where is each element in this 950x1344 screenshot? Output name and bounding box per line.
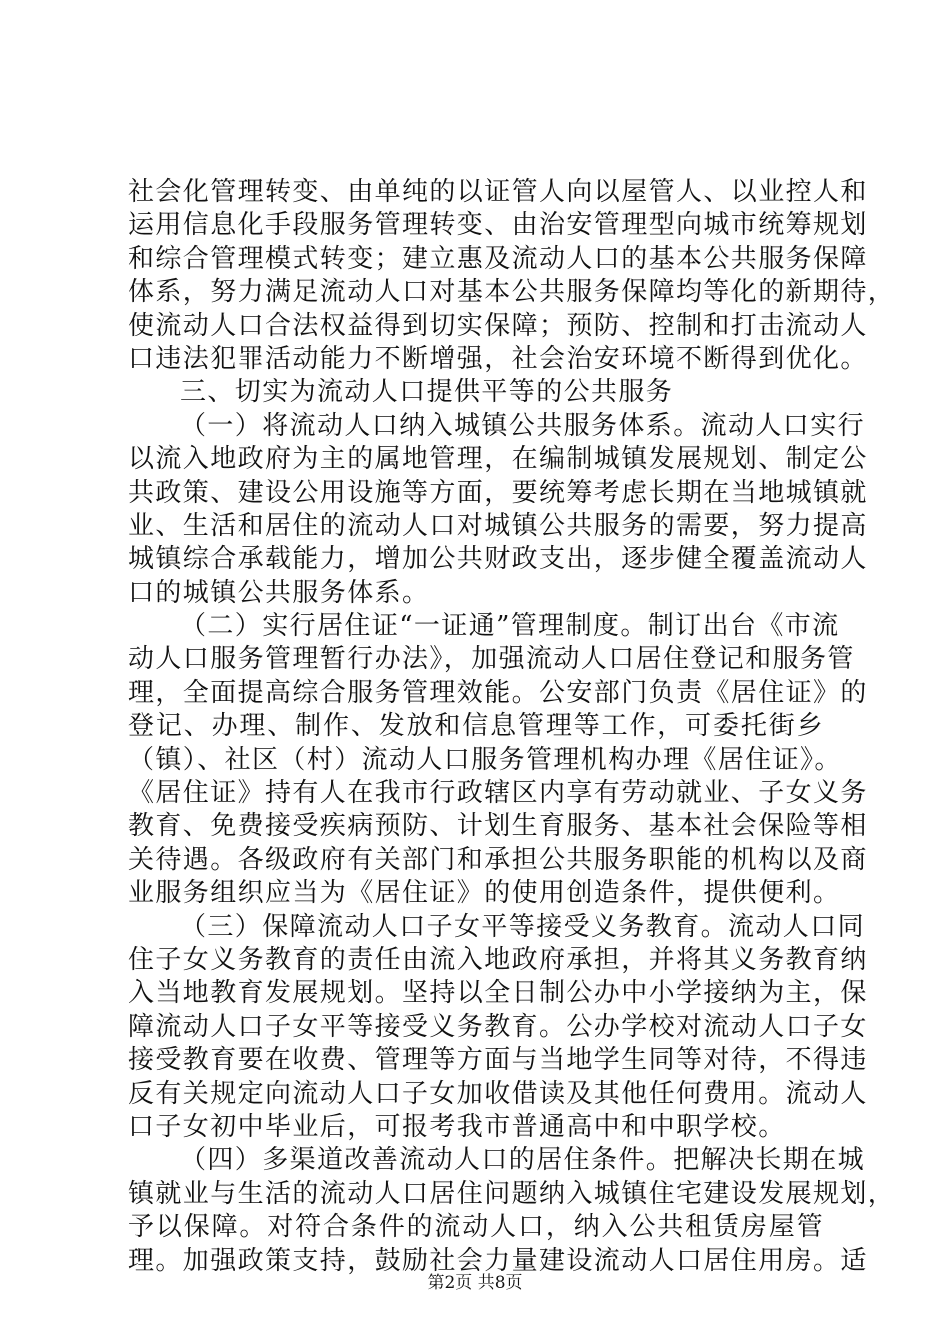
body-line: 运用信息化手段服务管理转变、由治安管理型向城市统筹规划 xyxy=(128,210,868,241)
body-line: 理。加强政策支持，鼓励社会力量建设流动人口居住用房。适 xyxy=(128,1245,868,1276)
body-line: 障流动人口子女平等接受义务教育。公办学校对流动人口子女 xyxy=(128,1011,868,1042)
section-heading: 三、切实为流动人口提供平等的公共服务 xyxy=(180,377,674,408)
paragraph-first-line: （二）实行居住证“一证通”管理制度。制订出台《市流 xyxy=(180,611,840,642)
body-line: 动人口服务管理暂行办法》，加强流动人口居住登记和服务管 xyxy=(128,644,855,675)
body-line: 体系，努力满足流动人口对基本公共服务保障均等化的新期待， xyxy=(128,277,896,308)
body-line: 业服务组织应当为《居住证》的使用创造条件，提供便利。 xyxy=(128,878,841,909)
body-line: 理，全面提高综合服务管理效能。公安部门负责《居住证》的 xyxy=(128,677,868,708)
page-number-footer: 第2页 共8页 xyxy=(427,1273,523,1293)
body-line: 住子女义务教育的责任由流入地政府承担，并将其义务教育纳 xyxy=(128,944,868,975)
body-line: 教育、免费接受疾病预防、计划生育服务、基本社会保险等相 xyxy=(128,811,868,842)
paragraph-first-line: （四）多渠道改善流动人口的居住条件。把解决长期在城 xyxy=(180,1145,866,1176)
body-line: 登记、办理、制作、发放和信息管理等工作，可委托街乡 xyxy=(128,711,824,742)
paragraph-first-line: （一）将流动人口纳入城镇公共服务体系。流动人口实行 xyxy=(180,410,866,441)
body-line: 镇就业与生活的流动人口居住问题纳入城镇住宅建设发展规划， xyxy=(128,1178,896,1209)
body-line: 关待遇。各级政府有关部门和承担公共服务职能的机构以及商 xyxy=(128,844,868,875)
body-line: 社会化管理转变、由单纯的以证管人向以屋管人、以业控人和 xyxy=(128,177,868,207)
body-line: 口的城镇公共服务体系。 xyxy=(128,577,430,608)
paragraph-first-line: （三）保障流动人口子女平等接受义务教育。流动人口同 xyxy=(180,911,866,942)
document-body xyxy=(128,176,896,1278)
body-line: 口违法犯罪活动能力不断增强，社会治安环境不断得到优化。 xyxy=(128,343,868,374)
body-line: 入当地教育发展规划。坚持以全日制公办中小学接纳为主，保 xyxy=(128,978,868,1009)
body-line: 城镇综合承载能力，增加公共财政支出，逐步健全覆盖流动人 xyxy=(128,544,868,575)
body-line: 共政策、建设公用设施等方面，要统筹考虑长期在当地城镇就 xyxy=(128,477,868,508)
body-line: 使流动人口合法权益得到切实保障；预防、控制和打击流动人 xyxy=(128,310,868,341)
body-line: 接受教育要在收费、管理等方面与当地学生同等对待，不得违 xyxy=(128,1045,868,1076)
body-line: （镇）、社区（村）流动人口服务管理机构办理《居住证》。 xyxy=(128,744,842,775)
body-line: 口子女初中毕业后，可报考我市普通高中和中职学校。 xyxy=(128,1111,786,1142)
body-line: 和综合管理模式转变；建立惠及流动人口的基本公共服务保障 xyxy=(128,243,868,274)
body-line: 《居住证》持有人在我市行政辖区内享有劳动就业、子女义务 xyxy=(128,778,868,809)
body-line: 予以保障。对符合条件的流动人口，纳入公共租赁房屋管 xyxy=(128,1212,824,1243)
body-line: 反有关规定向流动人口子女加收借读及其他任何费用。流动人 xyxy=(128,1078,868,1109)
body-line: 业、生活和居住的流动人口对城镇公共服务的需要，努力提高 xyxy=(128,510,868,541)
body-line: 以流入地政府为主的属地管理，在编制城镇发展规划、制定公 xyxy=(128,444,868,475)
